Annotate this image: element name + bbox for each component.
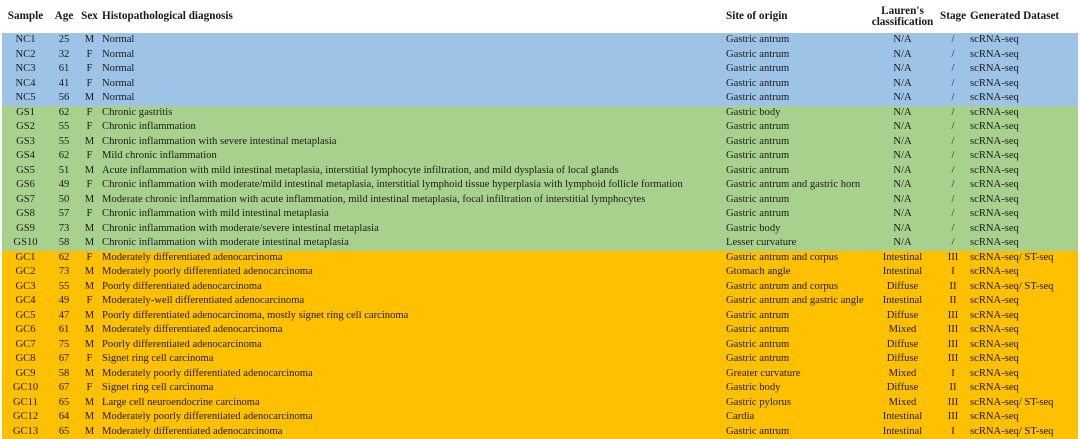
cell-diagnosis: Chronic inflammation with severe intestinal metaplasia (100, 135, 724, 150)
cell-dataset: scRNA-seq/ ST-seq (968, 425, 1078, 439)
cell-site: Lesser curvature (724, 236, 867, 251)
cell-dataset: scRNA-seq/ ST-seq (968, 251, 1078, 266)
cell-stage: III (938, 251, 968, 266)
cell-sex: M (79, 323, 100, 338)
header-stage: Stage (938, 0, 968, 33)
cell-sample: GS5 (2, 164, 49, 179)
cell-dataset: scRNA-seq (968, 106, 1078, 121)
cell-lauren: N/A (867, 178, 938, 193)
cell-dataset: scRNA-seq (968, 381, 1078, 396)
cell-age: 32 (49, 48, 79, 63)
cell-diagnosis: Chronic inflammation with moderate intestinal metaplasia (100, 236, 724, 251)
cell-dataset: scRNA-seq (968, 178, 1078, 193)
cell-sex: M (79, 265, 100, 280)
cell-age: 55 (49, 280, 79, 295)
cell-stage: I (938, 425, 968, 439)
cell-stage: III (938, 396, 968, 411)
cell-age: 25 (49, 33, 79, 48)
cell-age: 62 (49, 251, 79, 266)
cell-age: 61 (49, 323, 79, 338)
cell-diagnosis: Moderately differentiated adenocarcinoma (100, 323, 724, 338)
cell-sample: GS4 (2, 149, 49, 164)
cell-diagnosis: Poorly differentiated adenocarcinoma (100, 338, 724, 353)
table-row (2, 77, 1078, 92)
cell-sample: NC3 (2, 62, 49, 77)
cell-sex: M (79, 410, 100, 425)
cell-age: 55 (49, 135, 79, 150)
cell-sex: M (79, 338, 100, 353)
cell-site: Gastric antrum (724, 338, 867, 353)
table-row (2, 222, 1078, 237)
cell-stage: II (938, 280, 968, 295)
cell-sex: F (79, 207, 100, 222)
table-row (2, 396, 1078, 411)
cell-sex: M (79, 309, 100, 324)
cell-site: Gastric antrum (724, 62, 867, 77)
cell-diagnosis: Signet ring cell carcinoma (100, 352, 724, 367)
cell-sex: M (79, 425, 100, 439)
cell-sex: F (79, 178, 100, 193)
cell-stage: III (938, 338, 968, 353)
cell-sex: M (79, 280, 100, 295)
cell-lauren: Diffuse (867, 280, 938, 295)
cell-dataset: scRNA-seq (968, 222, 1078, 237)
cell-stage: III (938, 323, 968, 338)
cell-stage: / (938, 106, 968, 121)
cell-stage: II (938, 381, 968, 396)
cell-age: 73 (49, 222, 79, 237)
cell-sample: GC1 (2, 251, 49, 266)
cell-lauren: N/A (867, 120, 938, 135)
cell-diagnosis: Chronic inflammation (100, 120, 724, 135)
cell-sex: F (79, 251, 100, 266)
cell-lauren: N/A (867, 207, 938, 222)
cell-site: Gastric antrum (724, 33, 867, 48)
cell-lauren: N/A (867, 149, 938, 164)
cell-site: Gastric antrum (724, 425, 867, 439)
cell-site: Gastric antrum (724, 193, 867, 208)
cell-site: Gastric antrum and corpus (724, 280, 867, 295)
cell-age: 64 (49, 410, 79, 425)
cell-sample: GS3 (2, 135, 49, 150)
cell-sex: F (79, 77, 100, 92)
cell-diagnosis: Chronic inflammation with moderate/mild intestinal metaplasia, interstitial lymphoid tissue hyperplasia with lymphoid follicle formation (100, 178, 724, 193)
header-site: Site of origin (724, 0, 867, 33)
cell-age: 56 (49, 91, 79, 106)
cell-diagnosis: Large cell neuroendocrine carcinoma (100, 396, 724, 411)
cell-stage: / (938, 178, 968, 193)
table-row (2, 135, 1078, 150)
table-row (2, 33, 1078, 48)
cell-dataset: scRNA-seq (968, 265, 1078, 280)
cell-stage: II (938, 294, 968, 309)
table-row (2, 106, 1078, 121)
header-sample: Sample (2, 0, 49, 33)
cell-diagnosis: Normal (100, 77, 724, 92)
cell-site: Gastric antrum (724, 149, 867, 164)
cell-sex: M (79, 91, 100, 106)
table-row (2, 367, 1078, 382)
cell-dataset: scRNA-seq (968, 207, 1078, 222)
cell-sample: GC8 (2, 352, 49, 367)
cell-sex: M (79, 396, 100, 411)
cell-dataset: scRNA-seq (968, 309, 1078, 324)
cell-age: 49 (49, 178, 79, 193)
cell-site: Gastric antrum (724, 309, 867, 324)
cell-lauren: N/A (867, 222, 938, 237)
cell-dataset: scRNA-seq (968, 149, 1078, 164)
cell-site: Gastric antrum (724, 48, 867, 63)
cell-site: Gastric antrum and corpus (724, 251, 867, 266)
table-row (2, 120, 1078, 135)
cell-dataset: scRNA-seq/ ST-seq (968, 280, 1078, 295)
cell-lauren: Diffuse (867, 338, 938, 353)
cell-site: Gastric body (724, 222, 867, 237)
cell-stage: / (938, 193, 968, 208)
cell-sex: M (79, 367, 100, 382)
cell-dataset: scRNA-seq (968, 338, 1078, 353)
table-row (2, 236, 1078, 251)
cell-diagnosis: Moderately differentiated adenocarcinoma (100, 425, 724, 439)
cell-stage: / (938, 149, 968, 164)
cell-sex: F (79, 120, 100, 135)
cell-stage: I (938, 265, 968, 280)
cell-sample: GC6 (2, 323, 49, 338)
cell-stage: / (938, 120, 968, 135)
cell-age: 41 (49, 77, 79, 92)
cell-age: 50 (49, 193, 79, 208)
cell-sex: F (79, 352, 100, 367)
cell-dataset: scRNA-seq (968, 352, 1078, 367)
cell-lauren: N/A (867, 135, 938, 150)
cell-sex: F (79, 381, 100, 396)
cell-stage: / (938, 33, 968, 48)
cell-diagnosis: Normal (100, 48, 724, 63)
cell-sample: GS10 (2, 236, 49, 251)
cell-sample: NC4 (2, 77, 49, 92)
cell-lauren: Mixed (867, 367, 938, 382)
cell-sample: GC11 (2, 396, 49, 411)
cell-stage: / (938, 48, 968, 63)
cell-lauren: N/A (867, 62, 938, 77)
table-row (2, 193, 1078, 208)
cell-diagnosis: Moderately poorly differentiated adenocarcinoma (100, 410, 724, 425)
cell-dataset: scRNA-seq (968, 77, 1078, 92)
cell-site: Gastric body (724, 106, 867, 121)
cell-site: Gastric antrum (724, 352, 867, 367)
cell-lauren: Intestinal (867, 294, 938, 309)
table-row (2, 91, 1078, 106)
cell-age: 65 (49, 396, 79, 411)
cell-diagnosis: Chronic inflammation with mild intestinal metaplasia (100, 207, 724, 222)
cell-sample: GS9 (2, 222, 49, 237)
cell-lauren: N/A (867, 48, 938, 63)
cell-age: 67 (49, 381, 79, 396)
cell-lauren: Mixed (867, 323, 938, 338)
cell-sample: GC9 (2, 367, 49, 382)
table-row (2, 323, 1078, 338)
table-row (2, 207, 1078, 222)
cell-stage: / (938, 207, 968, 222)
table-row (2, 338, 1078, 353)
cell-sex: M (79, 222, 100, 237)
cell-site: Gastric antrum (724, 207, 867, 222)
cell-site: Gastric antrum and gastric angle (724, 294, 867, 309)
cell-lauren: Diffuse (867, 352, 938, 367)
cell-lauren: N/A (867, 193, 938, 208)
cell-diagnosis: Normal (100, 91, 724, 106)
cell-age: 49 (49, 294, 79, 309)
cell-sample: GC4 (2, 294, 49, 309)
cell-diagnosis: Chronic inflammation with moderate/severe intestinal metaplasia (100, 222, 724, 237)
cell-lauren: N/A (867, 33, 938, 48)
cell-sample: GC2 (2, 265, 49, 280)
cell-dataset: scRNA-seq (968, 323, 1078, 338)
cell-diagnosis: Mild chronic inflammation (100, 149, 724, 164)
cell-sample: GS2 (2, 120, 49, 135)
cell-stage: / (938, 164, 968, 179)
cell-age: 62 (49, 106, 79, 121)
cell-diagnosis: Moderate chronic inflammation with acute inflammation, mild intestinal metaplasia, focal infiltration of interstitial lymphocytes (100, 193, 724, 208)
cell-stage: / (938, 91, 968, 106)
header-diagnosis: Histopathological diagnosis (100, 0, 724, 33)
cell-sample: NC5 (2, 91, 49, 106)
cell-stage: III (938, 309, 968, 324)
cell-age: 55 (49, 120, 79, 135)
cell-stage: / (938, 222, 968, 237)
cell-site: Gastric antrum (724, 323, 867, 338)
cell-lauren: Diffuse (867, 309, 938, 324)
cell-site: Gastric antrum (724, 77, 867, 92)
cell-age: 58 (49, 236, 79, 251)
cell-sex: F (79, 48, 100, 63)
table-row (2, 149, 1078, 164)
cell-dataset: scRNA-seq (968, 294, 1078, 309)
cell-age: 65 (49, 425, 79, 439)
cell-diagnosis: Signet ring cell carcinoma (100, 381, 724, 396)
cell-lauren: Mixed (867, 396, 938, 411)
cell-diagnosis: Moderately differentiated adenocarcinoma (100, 251, 724, 266)
cell-stage: III (938, 352, 968, 367)
cell-age: 75 (49, 338, 79, 353)
cell-sex: M (79, 236, 100, 251)
cell-dataset: scRNA-seq (968, 120, 1078, 135)
cell-lauren: N/A (867, 91, 938, 106)
cell-age: 47 (49, 309, 79, 324)
cell-sample: GS8 (2, 207, 49, 222)
cell-lauren: N/A (867, 106, 938, 121)
cell-stage: I (938, 367, 968, 382)
cell-diagnosis: Moderately poorly differentiated adenocarcinoma (100, 265, 724, 280)
cell-sample: GS7 (2, 193, 49, 208)
cell-lauren: Diffuse (867, 381, 938, 396)
sample-table (2, 0, 1078, 439)
header-row (2, 0, 1078, 33)
cell-sex: M (79, 164, 100, 179)
cell-stage: / (938, 62, 968, 77)
table-row (2, 410, 1078, 425)
cell-sex: F (79, 62, 100, 77)
cell-site: Gastric antrum (724, 164, 867, 179)
cell-lauren: Intestinal (867, 251, 938, 266)
cell-age: 62 (49, 149, 79, 164)
cell-site: Greater curvature (724, 367, 867, 382)
cell-sample: NC2 (2, 48, 49, 63)
cell-sex: F (79, 294, 100, 309)
cell-age: 57 (49, 207, 79, 222)
cell-sample: GC10 (2, 381, 49, 396)
cell-sample: GC7 (2, 338, 49, 353)
cell-site: Gastric body (724, 381, 867, 396)
cell-lauren: N/A (867, 236, 938, 251)
cell-lauren: Intestinal (867, 265, 938, 280)
table-row (2, 62, 1078, 77)
table-row (2, 425, 1078, 439)
cell-dataset: scRNA-seq (968, 48, 1078, 63)
cell-dataset: scRNA-seq/ ST-seq (968, 396, 1078, 411)
header-dataset: Generated Dataset (968, 0, 1078, 33)
cell-dataset: scRNA-seq (968, 135, 1078, 150)
header-sex: Sex (79, 0, 100, 33)
cell-lauren: N/A (867, 164, 938, 179)
cell-sample: GS1 (2, 106, 49, 121)
cell-dataset: scRNA-seq (968, 62, 1078, 77)
table-row (2, 48, 1078, 63)
table-row (2, 352, 1078, 367)
cell-stage: / (938, 236, 968, 251)
cell-diagnosis: Acute inflammation with mild intestinal metaplasia, interstitial lymphocyte infiltration, and mild dysplasia of local glands (100, 164, 724, 179)
cell-site: Gtomach angle (724, 265, 867, 280)
cell-age: 58 (49, 367, 79, 382)
cell-dataset: scRNA-seq (968, 91, 1078, 106)
cell-diagnosis: Poorly differentiated adenocarcinoma (100, 280, 724, 295)
cell-sample: NC1 (2, 33, 49, 48)
cell-lauren: Intestinal (867, 410, 938, 425)
cell-sample: GC3 (2, 280, 49, 295)
cell-diagnosis: Moderately poorly differentiated adenocarcinoma (100, 367, 724, 382)
cell-lauren: N/A (867, 77, 938, 92)
cell-sample: GC5 (2, 309, 49, 324)
cell-sex: M (79, 33, 100, 48)
cell-diagnosis: Normal (100, 62, 724, 77)
cell-sample: GC12 (2, 410, 49, 425)
table-row (2, 381, 1078, 396)
cell-dataset: scRNA-seq (968, 193, 1078, 208)
cell-site: Gastric antrum (724, 91, 867, 106)
cell-site: Cardia (724, 410, 867, 425)
header-lauren: Lauren's classification (867, 0, 938, 33)
cell-sample: GS6 (2, 178, 49, 193)
table-row (2, 164, 1078, 179)
cell-sex: M (79, 193, 100, 208)
cell-diagnosis: Moderately-well differentiated adenocarcinoma (100, 294, 724, 309)
cell-site: Gastric antrum (724, 120, 867, 135)
cell-diagnosis: Normal (100, 33, 724, 48)
cell-site: Gastric antrum and gastric horn (724, 178, 867, 193)
cell-sample: GC13 (2, 425, 49, 439)
table-row (2, 280, 1078, 295)
table-row (2, 265, 1078, 280)
cell-stage: III (938, 410, 968, 425)
cell-diagnosis: Poorly differentiated adenocarcinoma, mostly signet ring cell carcinoma (100, 309, 724, 324)
table-row (2, 309, 1078, 324)
cell-sex: F (79, 149, 100, 164)
cell-site: Gastric antrum (724, 135, 867, 150)
cell-dataset: scRNA-seq (968, 236, 1078, 251)
table-body (2, 33, 1078, 439)
cell-dataset: scRNA-seq (968, 33, 1078, 48)
cell-lauren: Intestinal (867, 425, 938, 439)
cell-dataset: scRNA-seq (968, 164, 1078, 179)
cell-site: Gastric pylorus (724, 396, 867, 411)
cell-stage: / (938, 77, 968, 92)
header-age: Age (49, 0, 79, 33)
cell-diagnosis: Chronic gastritis (100, 106, 724, 121)
cell-age: 67 (49, 352, 79, 367)
table-row (2, 251, 1078, 266)
cell-sex: M (79, 135, 100, 150)
cell-age: 51 (49, 164, 79, 179)
cell-sex: F (79, 106, 100, 121)
cell-dataset: scRNA-seq (968, 410, 1078, 425)
cell-dataset: scRNA-seq (968, 367, 1078, 382)
cell-age: 73 (49, 265, 79, 280)
table-row (2, 178, 1078, 193)
table-row (2, 294, 1078, 309)
cell-stage: / (938, 135, 968, 150)
cell-age: 61 (49, 62, 79, 77)
